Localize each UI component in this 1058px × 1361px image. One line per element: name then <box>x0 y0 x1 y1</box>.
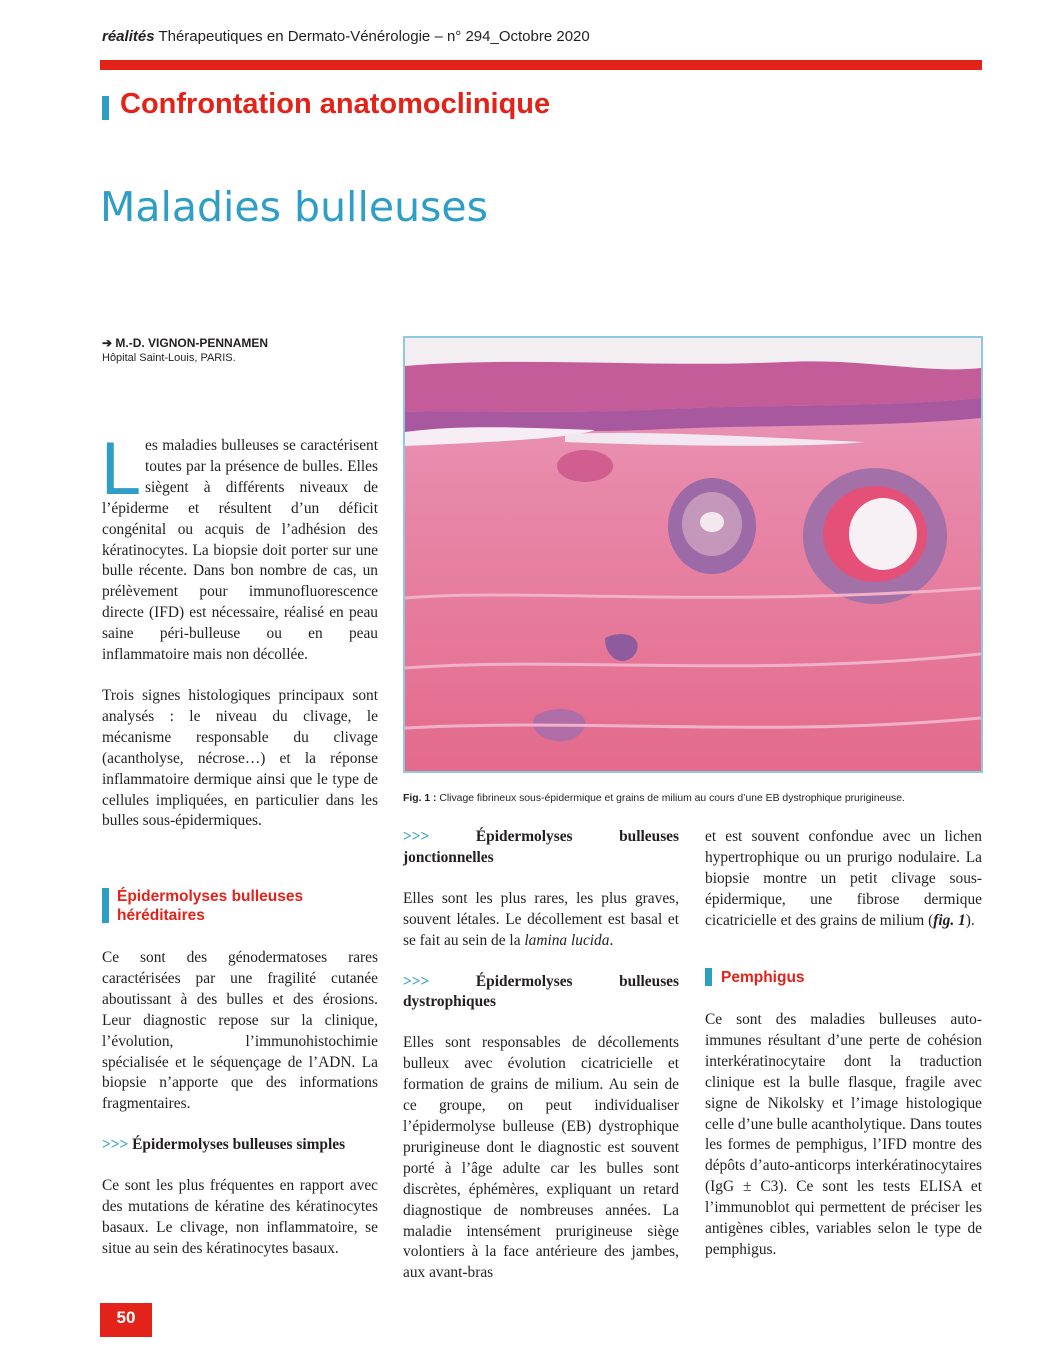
eb-dystrophiques-continued <box>705 827 982 932</box>
subheading-arrows: >>> <box>102 1136 129 1154</box>
drop-cap: L <box>100 429 139 511</box>
intro-paragraph-2: Trois signes histologiques principaux sont analysés : le niveau du clivage, le mécanisme responsable du clivage (acantholyse, nécrose…) et la réponse inflammatoire dermique ainsi que le type de cellules impliquées, en particulier dans les bulles sous-épidermiques. <box>102 686 378 830</box>
section-eb-paragraph: Ce sont des génodermatoses rares caractérisées par une fragilité cutanée aboutissant à des bulles et des érosions. Leur diagnostic repose sur la clinique, l’évolution, l’immunohistochimie spécialisée et le séquençage de l’ADN. La biopsie n’apporte que des informations fragmentaires. <box>102 949 378 1113</box>
rubric-marker <box>102 96 109 120</box>
author: ➔ M.-D. VIGNON-PENNAMEN <box>102 336 269 350</box>
histology-figure <box>403 336 983 773</box>
paragraph-italic-term: lamina lucida <box>524 931 610 949</box>
column-3-text <box>705 827 982 932</box>
section-heading-pemphigus: Pemphigus <box>721 969 805 986</box>
rubric-title: Confrontation anatomoclinique <box>120 88 551 120</box>
subheading-eb-jonctionnelles <box>403 827 679 869</box>
header-rule <box>100 60 982 70</box>
subheading-label: Épidermolyses bulleuses dystrophiques <box>403 972 679 1011</box>
paragraph-text: Elles sont les plus rares, les plus graves, souvent létales. Le décollement est basal et se fait au sein de la <box>403 889 679 949</box>
histology-image <box>405 338 981 771</box>
paragraph-text-end: ). <box>965 911 975 929</box>
section-marker <box>102 888 109 923</box>
eb-dystrophiques-paragraph: Elles sont responsables de décollements bulleux avec évolution cicatricielle et formation de grains de milium. Au sein de ce groupe, on peut individualiser l’épidermolyse bulleuse (EB) dystrophique prurigineuse dont le diagnostic est souvent porté à l’âge adulte car les bulles sont discrètes, éphémères, expliquant un retard diagnostique de nombreuses années. La maladie intensément prurigineuse siège volontiers à la face antérieure des jambes, aux avant-bras <box>403 1034 679 1282</box>
figure-caption <box>403 793 905 804</box>
column-2-text <box>403 827 679 1284</box>
page-number: 50 <box>116 1308 136 1327</box>
pemphigus-paragraph: Ce sont des maladies bulleuses auto-immunes résultant d’une perte de cohésion interkératinocytaire dont la traduction clinique est la bulle flasque, fragile avec signe de Nikolsky et l’image histologique celle d’une bulle acantholytique. Dans toutes les formes de pemphigus, l’IFD montre des dépôts d’auto-anticorps interkératinocytaires (IgG ± C3). Ce sont les tests ELISA et l’immunoblot qui permettent de préciser les antigènes cibles, variables selon le type de pemphigus. <box>705 1011 982 1258</box>
section-heading-eb <box>117 887 303 925</box>
section-eb-text <box>102 948 378 1260</box>
intro-text <box>100 429 378 832</box>
figure-reference: fig. 1 <box>933 911 966 929</box>
intro-paragraph-1 <box>100 429 378 666</box>
paragraph-text-end: . <box>609 931 614 949</box>
subheading-eb-simples <box>102 1135 378 1156</box>
intro-paragraph-1-text: es maladies bulleuses se caractérisent toutes par la présence de bulles. Elles siègent à différents niveaux de l’épiderme et résultent d’un déficit congénital ou acquis de l’adhésion des kératinocytes. La biopsie doit porter sur une bulle récente. Dans bon nombre de cas, un prélèvement pour immunofluorescence directe (IFD) est nécessaire, réalisé en peau saine péri-bulleuse ou en peau inflammatoire mais non décollée. <box>102 437 378 664</box>
subheading-label: Épidermolyses bulleuses simples <box>128 1136 346 1154</box>
caption-text: Clivage fibrineux sous-épidermique et grains de milium au cours d’une EB dystrophique prurigineuse. <box>436 793 905 804</box>
affiliation: Hôpital Saint-Louis, PARIS. <box>102 352 236 364</box>
issue-info: Thérapeutiques en Dermato-Vénérologie – n° 294_Octobre 2020 <box>154 28 590 45</box>
subheading-arrows: >>> <box>403 972 430 990</box>
caption-label: Fig. 1 : <box>403 793 437 804</box>
eb-jonctionnelles-paragraph <box>403 889 679 952</box>
paragraph-text: et est souvent confondue avec un lichen hypertrophique ou un prurigo nodulaire. La biopsie montre un petit clivage sous-épidermique, une fibrose dermique cicatricielle et des grains de milium ( <box>705 828 982 929</box>
subheading-arrows: >>> <box>403 828 430 845</box>
eb-simples-paragraph: Ce sont les plus fréquentes en rapport avec des mutations de kératine des kératinocytes basaux. Le clivage, non inflammatoire, se situe au sein des kératinocytes basaux. <box>102 1177 378 1257</box>
section-heading-line-1: Épidermolyses bulleuses <box>117 888 304 905</box>
subheading-eb-dystrophiques <box>403 972 679 1014</box>
article-title: Maladies bulleuses <box>100 183 488 231</box>
section-marker <box>705 968 712 986</box>
journal-name: réalités <box>102 28 155 45</box>
pemphigus-text <box>705 1010 982 1261</box>
running-header <box>102 28 590 45</box>
section-heading-line-2: héréditaires <box>117 907 205 924</box>
subheading-label: Épidermolyses bulleuses jonctionnelles <box>403 828 679 866</box>
